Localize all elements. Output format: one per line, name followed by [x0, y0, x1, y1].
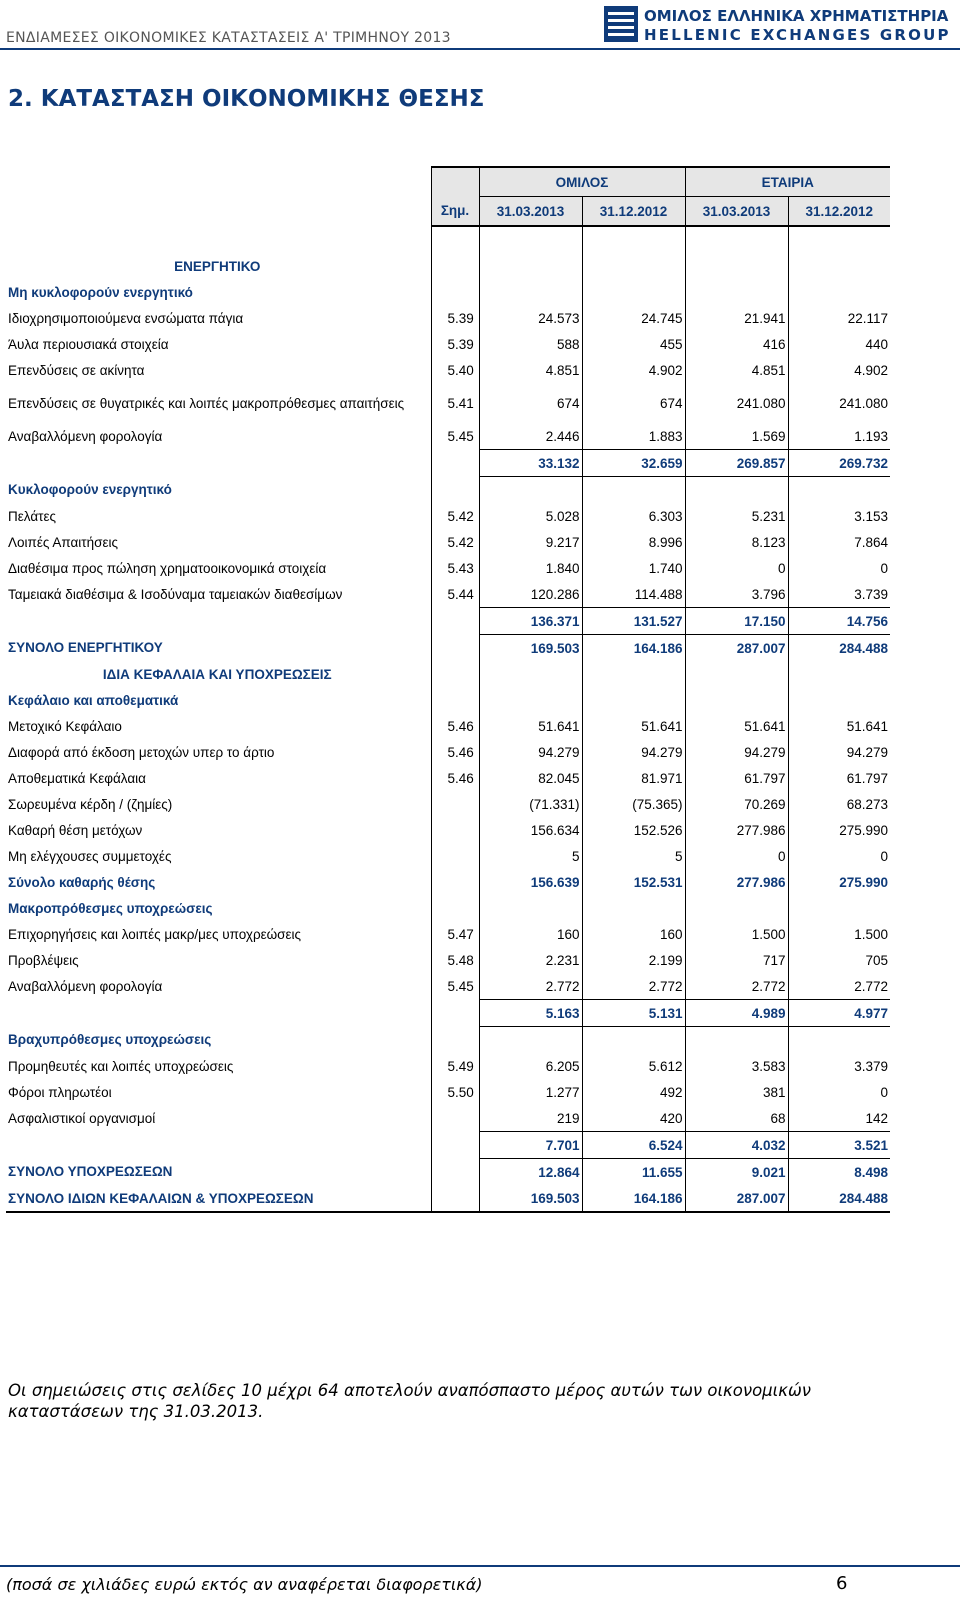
table-row: [6, 791, 890, 817]
row-note: 5.44: [431, 581, 479, 608]
page-number: 6: [836, 1573, 848, 1594]
logo-mark-icon: [604, 6, 638, 42]
row-value: [685, 687, 788, 713]
row-value: 5.231: [685, 503, 788, 529]
row-label: Λοιπές Απαιτήσεις: [8, 534, 118, 550]
row-note: 5.39: [431, 305, 479, 331]
row-value: [685, 279, 788, 305]
row-value: [582, 477, 685, 504]
row-value: 275.990: [788, 817, 890, 843]
row-note: 5.40: [431, 357, 479, 383]
row-value: 68: [685, 1105, 788, 1132]
row-value: 5: [479, 843, 582, 869]
table-row: [6, 581, 890, 608]
row-label: Μετοχικό Κεφάλαιο: [8, 718, 122, 734]
row-value: 420: [582, 1105, 685, 1132]
row-note: 5.49: [431, 1053, 479, 1079]
row-value: 131.527: [582, 608, 685, 635]
row-value: [685, 477, 788, 504]
row-label: Διαφορά από έκδοση μετοχών υπερ το άρτιο: [8, 744, 275, 760]
row-value: 5.028: [479, 503, 582, 529]
row-value: 8.123: [685, 529, 788, 555]
row-value: 4.851: [479, 357, 582, 383]
row-value: 3.521: [788, 1132, 890, 1159]
row-value: 24.745: [582, 305, 685, 331]
row-value: 94.279: [685, 739, 788, 765]
row-value: [582, 253, 685, 279]
row-value: 33.132: [479, 450, 582, 477]
row-value: 284.488: [788, 1185, 890, 1212]
row-value: 2.446: [479, 423, 582, 450]
row-label: Επενδύσεις σε θυγατρικές και λοιπές μακροπρόθεσμες απαιτήσεις: [8, 395, 405, 411]
row-note: [431, 450, 479, 477]
table-row: [6, 765, 890, 791]
row-value: [685, 253, 788, 279]
row-value: 152.531: [582, 869, 685, 895]
table-row: [6, 687, 890, 713]
row-value: 6.205: [479, 1053, 582, 1079]
row-value: 51.641: [479, 713, 582, 739]
row-value: 275.990: [788, 869, 890, 895]
row-value: [582, 279, 685, 305]
row-value: [788, 279, 890, 305]
row-value: 455: [582, 331, 685, 357]
row-label: Προμηθευτές και λοιπές υποχρεώσεις: [8, 1058, 234, 1074]
row-label: Αποθεματικά Κεφάλαια: [8, 770, 146, 786]
row-value: 14.756: [788, 608, 890, 635]
logo-text-english: HELLENIC EXCHANGES GROUP: [644, 26, 951, 44]
date-header: 31.03.2013: [685, 197, 788, 227]
row-value: 269.857: [685, 450, 788, 477]
group-header: ΟΜΙΛΟΣ: [479, 167, 685, 197]
row-value: 1.500: [685, 921, 788, 947]
row-label: Καθαρή θέση μετόχων: [8, 822, 143, 838]
row-note: 5.46: [431, 713, 479, 739]
row-value: 5.612: [582, 1053, 685, 1079]
row-note: [431, 279, 479, 305]
table-row: [6, 713, 890, 739]
row-value: 7.864: [788, 529, 890, 555]
row-label: Ασφαλιστικοί οργανισμοί: [8, 1110, 156, 1126]
row-value: 5.163: [479, 1000, 582, 1027]
row-value: 4.989: [685, 1000, 788, 1027]
row-value: 114.488: [582, 581, 685, 608]
financial-position-table: [6, 166, 890, 1213]
row-value: 51.641: [582, 713, 685, 739]
row-label: Κεφάλαιο και αποθεματικά: [8, 692, 179, 708]
row-value: 152.526: [582, 817, 685, 843]
footer-divider: [0, 1565, 960, 1567]
row-value: 2.772: [582, 973, 685, 1000]
row-label: [6, 1132, 431, 1159]
row-value: 61.797: [685, 765, 788, 791]
row-label: [6, 608, 431, 635]
row-value: 0: [685, 555, 788, 581]
row-note: [431, 1027, 479, 1054]
row-value: [788, 477, 890, 504]
date-header: 31.12.2012: [788, 197, 890, 227]
company-header: ΕΤΑΙΡΙΑ: [685, 167, 890, 197]
row-value: 4.977: [788, 1000, 890, 1027]
row-label: Ταμειακά διαθέσιμα & Ισοδύναμα ταμειακών διαθεσίμων: [8, 586, 343, 602]
row-value: 0: [788, 555, 890, 581]
row-value: [582, 895, 685, 921]
row-note: [431, 477, 479, 504]
row-value: 705: [788, 947, 890, 973]
date-header: 31.12.2012: [582, 197, 685, 227]
company-logo: [604, 6, 954, 46]
row-label: Πελάτες: [8, 508, 56, 524]
logo-text-greek: ΟΜΙΛΟΣ ΕΛΛΗΝΙΚΑ ΧΡΗΜΑΤΙΣΤΗΡΙΑ: [644, 7, 949, 25]
row-value: [685, 1027, 788, 1054]
table-row: [6, 450, 890, 477]
row-value: [788, 895, 890, 921]
table-header-dates: [6, 197, 890, 227]
row-value: 8.498: [788, 1159, 890, 1186]
row-note: [431, 253, 479, 279]
table-row: [6, 529, 890, 555]
table-row: [6, 305, 890, 331]
table-row: [6, 423, 890, 450]
row-note: 5.43: [431, 555, 479, 581]
table-row: [6, 895, 890, 921]
row-label: Μακροπρόθεσμες υποχρεώσεις: [8, 900, 213, 916]
row-value: 3.583: [685, 1053, 788, 1079]
row-value: 164.186: [582, 635, 685, 662]
table-row: [6, 1079, 890, 1105]
row-value: 94.279: [479, 739, 582, 765]
row-note: 5.46: [431, 765, 479, 791]
table-row: [6, 635, 890, 662]
row-value: 277.986: [685, 869, 788, 895]
row-label: Προβλέψεις: [8, 952, 79, 968]
page-title: 2. ΚΑΤΑΣΤΑΣΗ ΟΙΚΟΝΟΜΙΚΗΣ ΘΕΣΗΣ: [8, 86, 485, 112]
row-label: Μη κυκλοφορούν ενεργητικό: [8, 284, 193, 300]
row-value: 5.131: [582, 1000, 685, 1027]
row-value: [479, 477, 582, 504]
report-title: ΕΝΔΙΑΜΕΣΕΣ ΟΙΚΟΝΟΜΙΚΕΣ ΚΑΤΑΣΤΑΣΕΙΣ Α' ΤΡΙΜΗΝΟΥ 2013: [6, 30, 451, 46]
row-note: 5.42: [431, 503, 479, 529]
row-value: 1.500: [788, 921, 890, 947]
table-row: [6, 279, 890, 305]
row-value: 164.186: [582, 1185, 685, 1212]
table-header-groups: [6, 167, 890, 197]
row-value: 287.007: [685, 1185, 788, 1212]
row-value: 22.117: [788, 305, 890, 331]
row-value: 492: [582, 1079, 685, 1105]
row-note: [431, 1105, 479, 1132]
row-note: [431, 1159, 479, 1186]
row-note: 5.50: [431, 1079, 479, 1105]
row-label: Άυλα περιουσιακά στοιχεία: [8, 336, 169, 352]
row-note: 5.41: [431, 383, 479, 423]
table-row: [6, 253, 890, 279]
row-label: Φόροι πληρωτέοι: [8, 1084, 112, 1100]
row-value: 2.772: [788, 973, 890, 1000]
row-value: 2.199: [582, 947, 685, 973]
row-value: 61.797: [788, 765, 890, 791]
row-value: 416: [685, 331, 788, 357]
row-value: 287.007: [685, 635, 788, 662]
row-value: 9.021: [685, 1159, 788, 1186]
row-value: [479, 1027, 582, 1054]
row-value: 2.231: [479, 947, 582, 973]
row-value: [479, 279, 582, 305]
table-row: [6, 383, 890, 423]
table-row: [6, 503, 890, 529]
row-value: [479, 661, 582, 687]
row-label: ΣΥΝΟΛΟ ΥΠΟΧΡΕΩΣΕΩΝ: [8, 1164, 173, 1180]
row-value: 219: [479, 1105, 582, 1132]
row-label: ΙΔΙΑ ΚΕΦΑΛΑΙΑ ΚΑΙ ΥΠΟΧΡΕΩΣΕΙΣ: [102, 666, 332, 682]
row-label: Μη ελέγχουσες συμμετοχές: [8, 848, 172, 864]
row-value: 1.840: [479, 555, 582, 581]
row-value: (71.331): [479, 791, 582, 817]
date-header: 31.03.2013: [479, 197, 582, 227]
row-label: [6, 1000, 431, 1027]
table-row: [6, 555, 890, 581]
row-value: 6.303: [582, 503, 685, 529]
row-value: 3.739: [788, 581, 890, 608]
row-value: 4.851: [685, 357, 788, 383]
row-value: 81.971: [582, 765, 685, 791]
row-label: ΣΥΝΟΛΟ ΕΝΕΡΓΗΤΙΚΟΥ: [8, 640, 163, 656]
row-value: 94.279: [788, 739, 890, 765]
row-note: [431, 817, 479, 843]
row-value: 12.864: [479, 1159, 582, 1186]
row-value: 0: [685, 843, 788, 869]
table-row: [6, 947, 890, 973]
row-value: [685, 661, 788, 687]
row-note: 5.46: [431, 739, 479, 765]
table-row: [6, 817, 890, 843]
footnote: Οι σημειώσεις στις σελίδες 10 μέχρι 64 αποτελούν αναπόσπαστο μέρος αυτών των οικονομικών καταστάσεων της 31.03.2013.: [8, 1381, 812, 1421]
row-note: [431, 661, 479, 687]
row-value: 8.996: [582, 529, 685, 555]
row-value: 588: [479, 331, 582, 357]
row-value: 169.503: [479, 1185, 582, 1212]
row-label: [6, 450, 431, 477]
row-label: Επιχορηγήσεις και λοιπές μακρ/μες υποχρεώσεις: [8, 926, 302, 942]
row-value: 1.277: [479, 1079, 582, 1105]
row-value: 9.217: [479, 529, 582, 555]
table-row: [6, 869, 890, 895]
row-label: ΣΥΝΟΛΟ ΙΔΙΩΝ ΚΕΦΑΛΑΙΩΝ & ΥΠΟΧΡΕΩΣΕΩΝ: [6, 1185, 431, 1212]
table-row: [6, 739, 890, 765]
row-value: 1.569: [685, 423, 788, 450]
row-value: 6.524: [582, 1132, 685, 1159]
row-value: [788, 661, 890, 687]
table-row: [6, 1185, 890, 1212]
row-label: Αναβαλλόμενη φορολογία: [8, 978, 163, 994]
table-row: [6, 1053, 890, 1079]
row-value: 4.032: [685, 1132, 788, 1159]
table-row: [6, 921, 890, 947]
row-value: 241.080: [685, 383, 788, 423]
row-note: 5.47: [431, 921, 479, 947]
row-value: [788, 687, 890, 713]
row-value: 381: [685, 1079, 788, 1105]
row-note: [431, 869, 479, 895]
row-value: 4.902: [582, 357, 685, 383]
row-value: 160: [582, 921, 685, 947]
row-label: ΕΝΕΡΓΗΤΙΚΟ: [174, 258, 261, 274]
row-value: 440: [788, 331, 890, 357]
row-value: 241.080: [788, 383, 890, 423]
table-row: [6, 1000, 890, 1027]
table-row: [6, 1132, 890, 1159]
row-value: 2.772: [479, 973, 582, 1000]
row-value: 120.286: [479, 581, 582, 608]
row-value: 0: [788, 1079, 890, 1105]
row-value: 2.772: [685, 973, 788, 1000]
row-label: Βραχυπρόθεσμες υποχρεώσεις: [8, 1032, 212, 1048]
table-row: [6, 331, 890, 357]
row-value: 160: [479, 921, 582, 947]
row-value: 4.902: [788, 357, 890, 383]
footer-note: (ποσά σε χιλιάδες ευρώ εκτός αν αναφέρεται διαφορετικά): [6, 1575, 483, 1594]
row-value: 1.740: [582, 555, 685, 581]
row-value: 3.379: [788, 1053, 890, 1079]
row-label: Ιδιοχρησιμοποιούμενα ενσώματα πάγια: [8, 310, 244, 326]
header-divider: [0, 48, 960, 50]
row-note: 5.48: [431, 947, 479, 973]
row-value: [479, 895, 582, 921]
row-note: [431, 1185, 479, 1212]
row-value: [582, 661, 685, 687]
row-note: 5.39: [431, 331, 479, 357]
spacer-row: [6, 226, 890, 253]
row-label: Κυκλοφορούν ενεργητικό: [8, 482, 172, 498]
table-row: [6, 843, 890, 869]
table-row: [6, 477, 890, 504]
row-value: (75.365): [582, 791, 685, 817]
table-row: [6, 661, 890, 687]
row-note: 5.45: [431, 423, 479, 450]
row-note: [431, 635, 479, 662]
row-label: Αναβαλλόμενη φορολογία: [8, 428, 163, 444]
row-value: 277.986: [685, 817, 788, 843]
table-row: [6, 1159, 890, 1186]
row-value: 51.641: [685, 713, 788, 739]
row-note: [431, 843, 479, 869]
row-label: Επενδύσεις σε ακίνητα: [8, 362, 145, 378]
row-note: [431, 608, 479, 635]
row-label: Διαθέσιμα προς πώληση χρηματοοικονομικά στοιχεία: [8, 560, 327, 576]
row-value: [582, 687, 685, 713]
row-value: [788, 1027, 890, 1054]
row-value: 269.732: [788, 450, 890, 477]
row-label: Σωρευμένα κέρδη / (ζημίες): [8, 796, 173, 812]
row-note: [431, 687, 479, 713]
row-value: 5: [582, 843, 685, 869]
row-value: 17.150: [685, 608, 788, 635]
row-value: [582, 1027, 685, 1054]
row-note: [431, 1000, 479, 1027]
row-note: 5.45: [431, 973, 479, 1000]
row-value: 136.371: [479, 608, 582, 635]
table-row: [6, 357, 890, 383]
row-value: 0: [788, 843, 890, 869]
table-row: [6, 1027, 890, 1054]
row-value: 156.639: [479, 869, 582, 895]
row-value: 142: [788, 1105, 890, 1132]
row-value: 68.273: [788, 791, 890, 817]
row-value: 156.634: [479, 817, 582, 843]
row-value: [788, 253, 890, 279]
row-value: 1.883: [582, 423, 685, 450]
row-value: 94.279: [582, 739, 685, 765]
row-value: 82.045: [479, 765, 582, 791]
row-value: 21.941: [685, 305, 788, 331]
table-row: [6, 973, 890, 1000]
row-value: 70.269: [685, 791, 788, 817]
row-note: [431, 1132, 479, 1159]
row-value: 1.193: [788, 423, 890, 450]
table-row: [6, 1105, 890, 1132]
row-value: [479, 687, 582, 713]
row-label: Σύνολο καθαρής θέσης: [8, 874, 156, 890]
row-value: 24.573: [479, 305, 582, 331]
row-value: 3.153: [788, 503, 890, 529]
row-value: 32.659: [582, 450, 685, 477]
row-value: [479, 253, 582, 279]
row-value: 11.655: [582, 1159, 685, 1186]
row-note: [431, 791, 479, 817]
note-header: Σημ.: [431, 197, 479, 227]
row-value: [685, 895, 788, 921]
row-note: 5.42: [431, 529, 479, 555]
row-value: 169.503: [479, 635, 582, 662]
row-value: 674: [582, 383, 685, 423]
row-value: 717: [685, 947, 788, 973]
row-value: 7.701: [479, 1132, 582, 1159]
table-row: [6, 608, 890, 635]
row-value: 284.488: [788, 635, 890, 662]
row-value: 3.796: [685, 581, 788, 608]
row-value: 51.641: [788, 713, 890, 739]
row-value: 674: [479, 383, 582, 423]
row-note: [431, 895, 479, 921]
